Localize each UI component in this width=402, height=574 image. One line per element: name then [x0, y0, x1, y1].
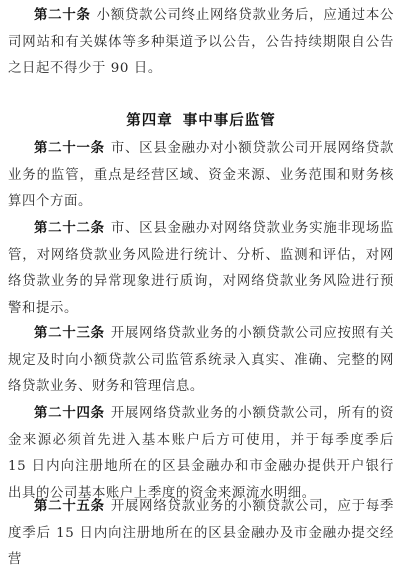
article-22 — [8, 215, 394, 322]
article-24-number: 第二十四条 — [34, 405, 105, 421]
article-22-text: 市、区县金融办对网络贷款业务实施非现场监管，对网络贷款业务风险进行统计、分析、监测和评估，对网络贷款业务的异常现象进行质询，对网络贷款业务风险进行预警和提示。 — [8, 221, 395, 316]
article-22-number: 第二十二条 — [34, 220, 105, 236]
article-20-number: 第二十条 — [34, 7, 91, 23]
article-25-number: 第二十五条 — [34, 498, 105, 514]
chapter-heading — [0, 109, 402, 130]
article-20 — [8, 2, 394, 83]
article-24 — [8, 400, 394, 507]
article-23 — [8, 320, 394, 401]
article-25 — [8, 493, 394, 574]
article-24-text: 开展网络贷款业务的小额贷款公司，所有的资金来源必须首先进入基本账户后方可使用，并于每季度季后 15 日内向注册地所在的区县金融办和市金融办提供开户银行出具的公司基本账户上季度的资金来源流水明细。 — [8, 406, 395, 501]
article-23-number: 第二十三条 — [34, 325, 105, 341]
article-20-text: 小额贷款公司终止网络贷款业务后，应通过本公司网站和有关媒体等多种渠道予以公告，公告持续期限自公告之日起不得少于 90 日。 — [8, 8, 394, 76]
article-21-number: 第二十一条 — [34, 140, 105, 156]
article-21 — [8, 135, 394, 216]
chapter-title: 事中事后监管 — [182, 112, 276, 129]
article-23-text: 开展网络贷款业务的小额贷款公司应按照有关规定及时向小额贷款公司监管系统录入真实、准确、完整的网络贷款业务、财务和管理信息。 — [8, 326, 395, 394]
article-25-text: 开展网络贷款业务的小额贷款公司，应于每季度季后 15 日内向注册地所在的区县金融办及市金融办提交经营 — [8, 499, 395, 567]
article-21-text: 市、区县金融办对小额贷款公司开展网络贷款业务的监管，重点是经营区域、资金来源、业务范围和财务核算四个方面。 — [8, 141, 395, 209]
chapter-number: 第四章 — [126, 112, 173, 129]
